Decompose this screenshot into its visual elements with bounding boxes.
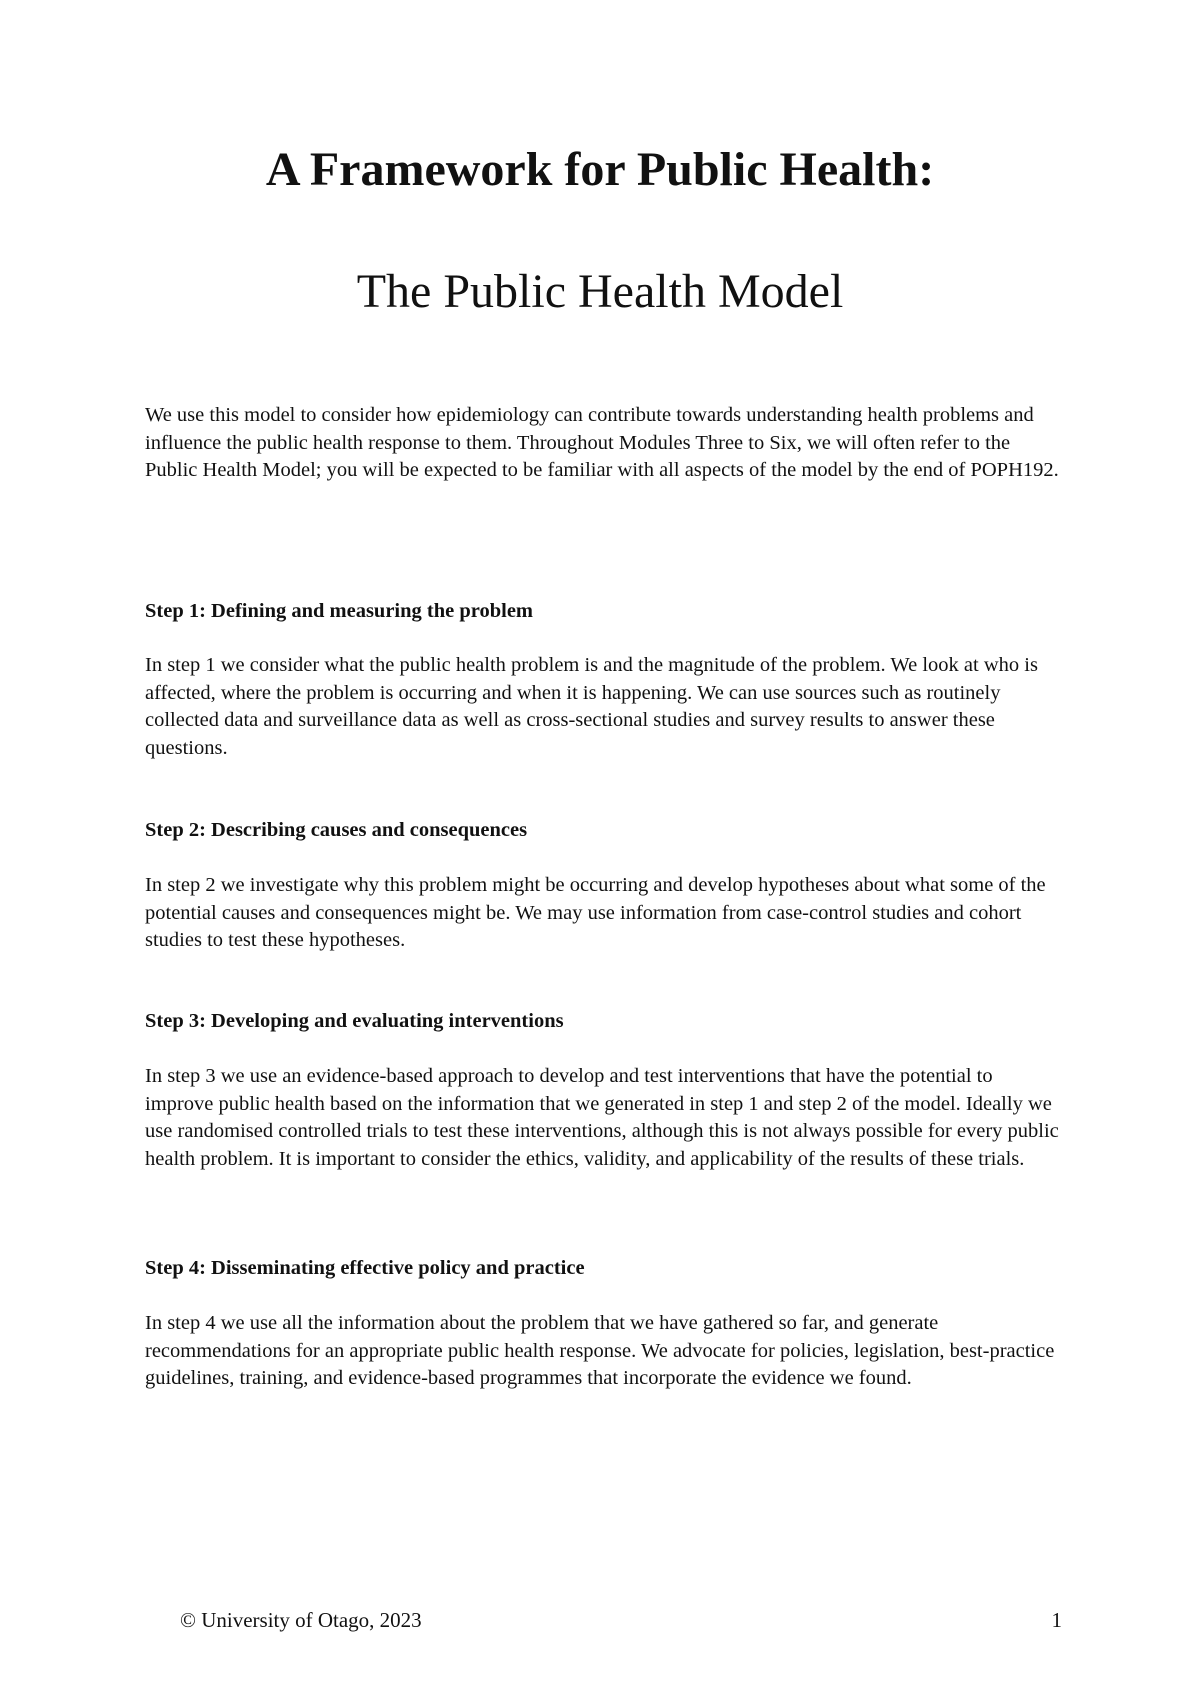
document-subtitle: The Public Health Model	[356, 265, 844, 318]
document-title: A Framework for Public Health:	[265, 143, 935, 196]
step-4-body: In step 4 we use all the information about the problem that we have gathered so far, and generate recommendations for an appropriate public health response. We advocate for policies, legislation, best-practice guidelines, training, and evidence-based programmes that incorporate the evidence we found.	[145, 1312, 1055, 1389]
step-4-heading: Step 4: Disseminating effective policy and practice	[145, 1257, 585, 1279]
step-2-body: In step 2 we investigate why this problem might be occurring and develop hypotheses about what some of the potential causes and consequences might be. We may use information from case-control studies and cohort studies to test these hypotheses.	[145, 874, 1046, 951]
page-number: 1	[1051, 1608, 1062, 1632]
step-1-heading: Step 1: Defining and measuring the problem	[145, 600, 534, 622]
step-3-heading: Step 3: Developing and evaluating interventions	[145, 1010, 564, 1032]
step-3-body: In step 3 we use an evidence-based approach to develop and test interventions that have the potential to improve public health based on the information that we generated in step 1 and step 2 of the model. Ideally we use randomised controlled trials to test these interventions, although this is not always possible for every public health problem. It is important to consider the ethics, validity, and applicability of the results of these trials.	[145, 1065, 1059, 1170]
step-1-body: In step 1 we consider what the public health problem is and the magnitude of the problem. We look at who is affected, where the problem is occurring and when it is happening. We can use sources such as routinely collected data and surveillance data as well as cross-sectional studies and survey results to answer these questions.	[145, 654, 1038, 759]
intro-paragraph: We use this model to consider how epidemiology can contribute towards understanding health problems and influence the public health response to them. Throughout Modules Three to Six, we will often refer to the Public Health Model; you will be expected to be familiar with all aspects of the model by the end of POPH192.	[145, 404, 1059, 481]
footer-copyright: © University of Otago, 2023	[180, 1608, 422, 1632]
step-2-heading: Step 2: Describing causes and consequences	[145, 819, 528, 841]
